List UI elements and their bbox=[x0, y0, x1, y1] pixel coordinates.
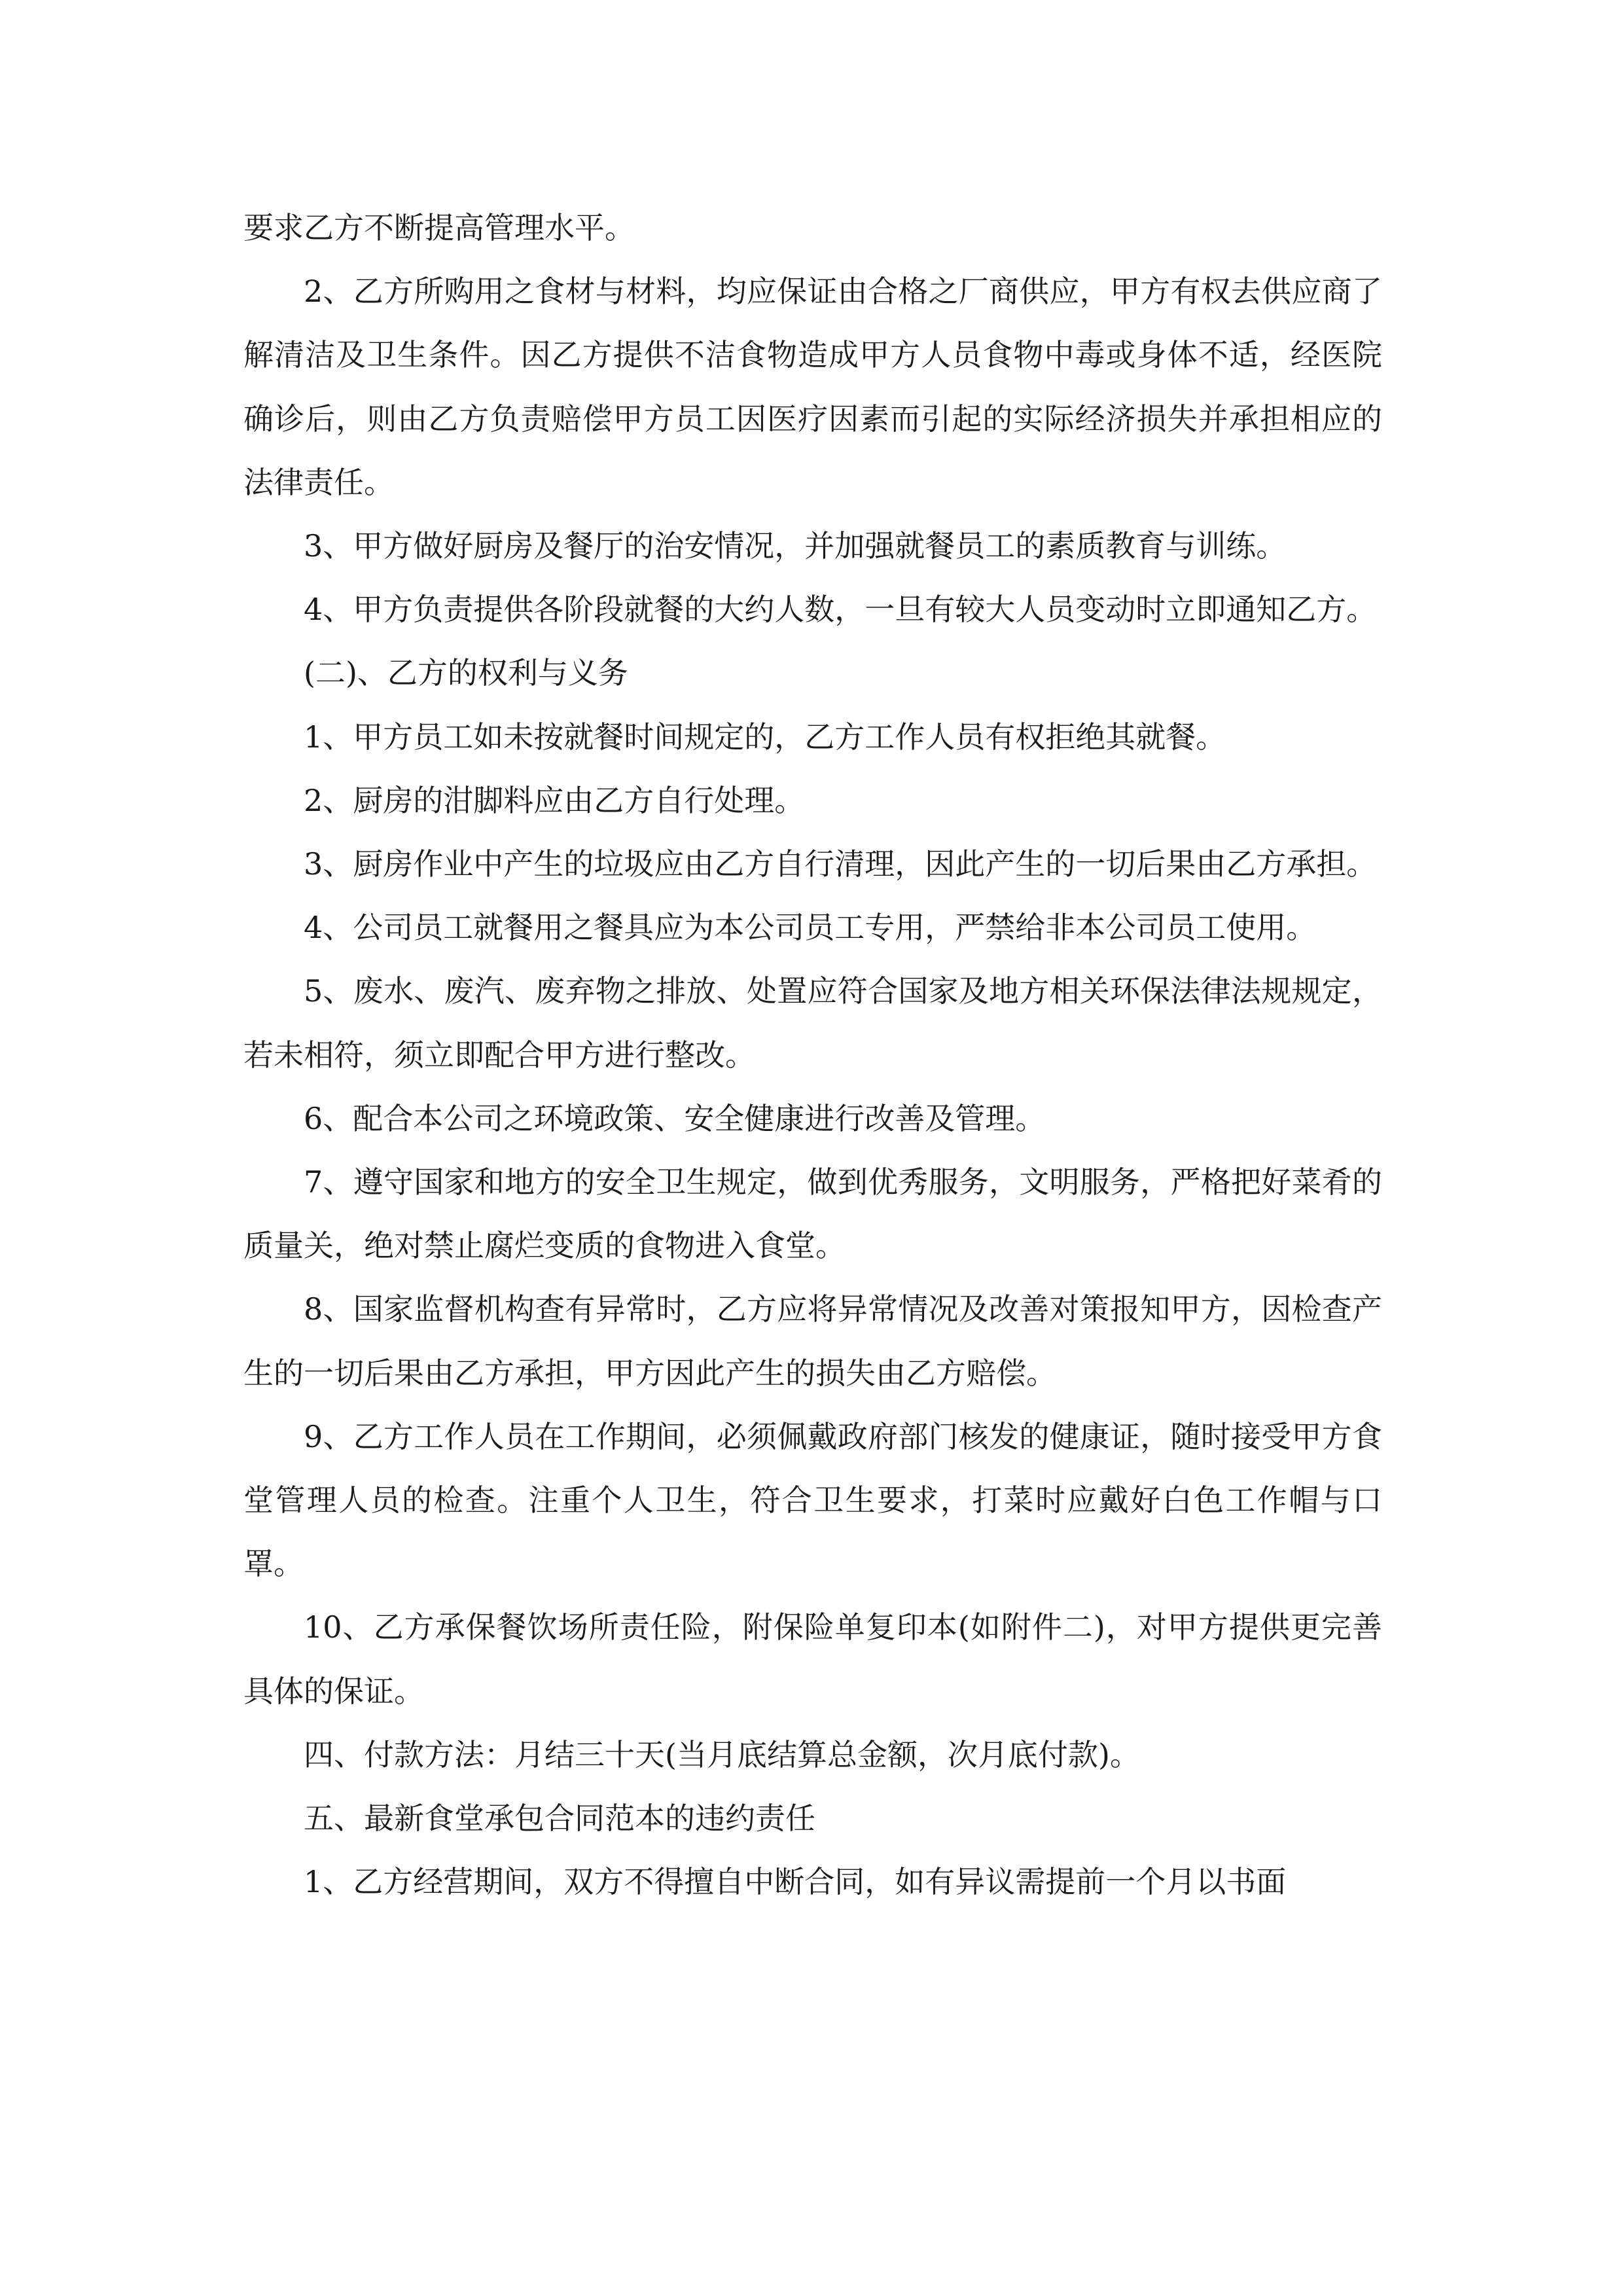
paragraph: 10、乙方承保餐饮场所责任险，附保险单复印本(如附件二)，对甲方提供更完善具体的保证。 bbox=[243, 1609, 1382, 1709]
section-heading: 四、付款方法：月结三十天(当月底结算总金额，次月底付款)。 bbox=[304, 1736, 1140, 1772]
section-heading: (二)、乙方的权利与义务 bbox=[304, 655, 628, 691]
paragraph: 6、配合本公司之环境政策、安全健康进行改善及管理。 bbox=[304, 1100, 1046, 1136]
paragraph: 1、乙方经营期间，双方不得擅自中断合同，如有异议需提前一个月以书面 bbox=[304, 1864, 1287, 1900]
document-body bbox=[243, 196, 1382, 1914]
paragraph: 5、废水、废汽、废弃物之排放、处置应符合国家及地方相关环保法律法规规定，若未相符，须立即配合甲方进行整改。 bbox=[243, 973, 1382, 1073]
paragraph: 4、公司员工就餐用之餐具应为本公司员工专用，严禁给非本公司员工使用。 bbox=[304, 910, 1317, 946]
paragraph: 9、乙方工作人员在工作期间，必须佩戴政府部门核发的健康证，随时接受甲方食堂管理人员的检查。注重个人卫生，符合卫生要求，打菜时应戴好白色工作帽与口罩。 bbox=[243, 1418, 1382, 1582]
paragraph: 4、甲方负责提供各阶段就餐的大约人数，一旦有较大人员变动时立即通知乙方。 bbox=[304, 592, 1377, 628]
paragraph: 3、甲方做好厨房及餐厅的治安情况，并加强就餐员工的素质教育与训练。 bbox=[304, 528, 1287, 564]
paragraph: 要求乙方不断提高管理水平。 bbox=[243, 210, 635, 245]
paragraph: 2、厨房的泔脚料应由乙方自行处理。 bbox=[304, 782, 805, 818]
paragraph: 7、遵守国家和地方的安全卫生规定，做到优秀服务，文明服务，严格把好菜肴的质量关，绝对禁止腐烂变质的食物进入食堂。 bbox=[243, 1164, 1382, 1264]
paragraph: 1、甲方员工如未按就餐时间规定的，乙方工作人员有权拒绝其就餐。 bbox=[304, 719, 1226, 755]
section-heading: 五、最新食堂承包合同范本的违约责任 bbox=[304, 1801, 815, 1837]
paragraph: 8、国家监督机构查有异常时，乙方应将异常情况及改善对策报知甲方，因检查产生的一切后果由乙方承担，甲方因此产生的损失由乙方赔偿。 bbox=[243, 1291, 1382, 1391]
paragraph: 3、厨房作业中产生的垃圾应由乙方自行清理，因此产生的一切后果由乙方承担。 bbox=[304, 846, 1377, 882]
paragraph: 2、乙方所购用之食材与材料，均应保证由合格之厂商供应，甲方有权去供应商了解清洁及卫生条件。因乙方提供不洁食物造成甲方人员食物中毒或身体不适，经医院确诊后，则由乙方负责赔偿甲方员工因医疗因素而引起的实际经济损失并承担相应的法律责任。 bbox=[243, 274, 1382, 500]
